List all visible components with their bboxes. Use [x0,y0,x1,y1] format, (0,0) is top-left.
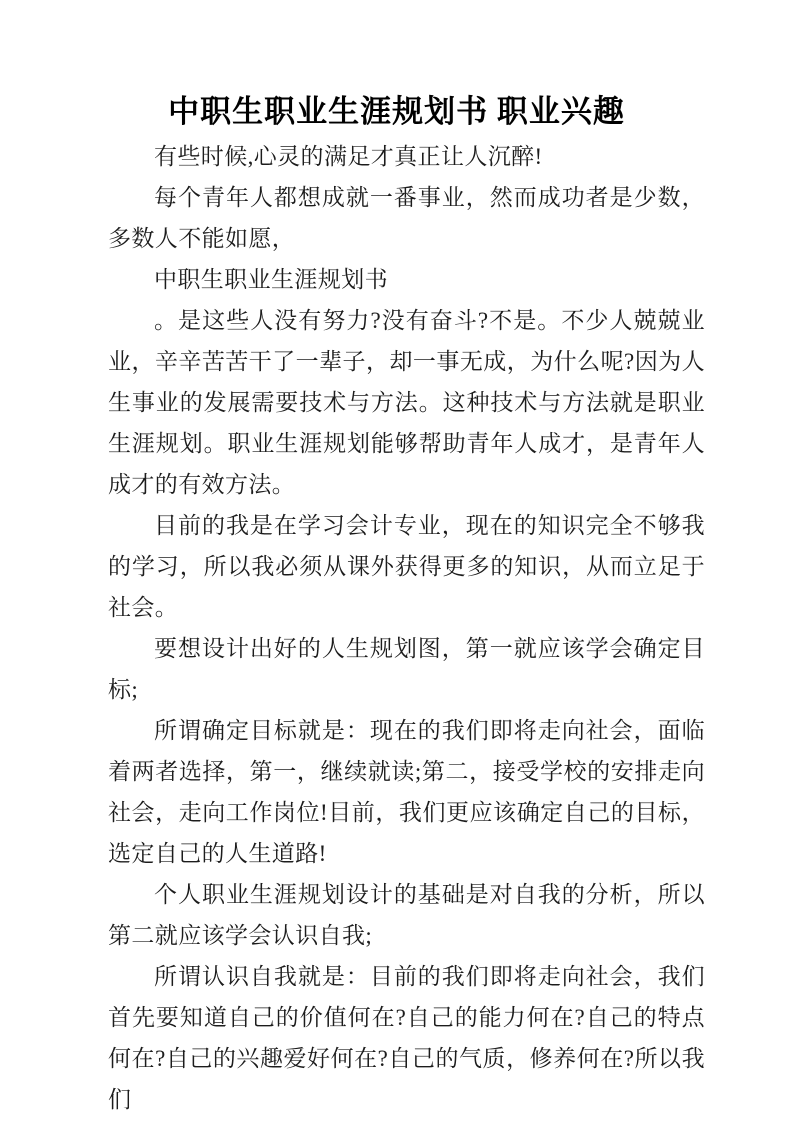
paragraph-youth-ambition: 每个青年人都想成就一番事业，然而成功者是少数，多数人不能如愿， [108,185,705,251]
document-title: 中职生职业生涯规划书 职业兴趣 [168,94,625,129]
paragraph-self-analysis-intro: 个人职业生涯规划设计的基础是对自我的分析，所以第二就应该学会认识自我; [108,882,705,948]
paragraph-accounting-major: 目前的我是在学习会计专业，现在的知识完全不够我的学习，所以我必须从课外获得更多的知识，从而立足于社会。 [108,513,705,620]
paragraph-know-yourself-detail: 所谓认识自我就是：目前的我们即将走向社会，我们首先要知道自己的价值何在?自己的能力何在?自己的特点何在?自己的兴趣爱好何在?自己的气质，修养何在?所以我们 [108,964,705,1112]
paragraph-intro-quote: 有些时候,心灵的满足才真正让人沉醉! [154,144,543,169]
document-body [108,136,705,1120]
paragraph-career-planning-method: 。是这些人没有努力?没有奋斗?不是。不少人兢兢业业，辛辛苦苦干了一辈子，却一事无成，为什么呢?因为人生事业的发展需要技术与方法。这种技术与方法就是职业生涯规划。职业生涯规划能够帮助青年人成才，是青年人成才的有效方法。 [108,308,705,497]
paragraph-subheading-line: 中职生职业生涯规划书 [154,267,388,292]
paragraph-set-goal-detail: 所谓确定目标就是：现在的我们即将走向社会，面临着两者选择，第一，继续就读;第二，接受学校的安排走向社会，走向工作岗位!目前，我们更应该确定自己的目标，选定自己的人生道路! [108,718,705,866]
paragraph-set-goal-intro: 要想设计出好的人生规划图，第一就应该学会确定目标; [108,636,705,702]
